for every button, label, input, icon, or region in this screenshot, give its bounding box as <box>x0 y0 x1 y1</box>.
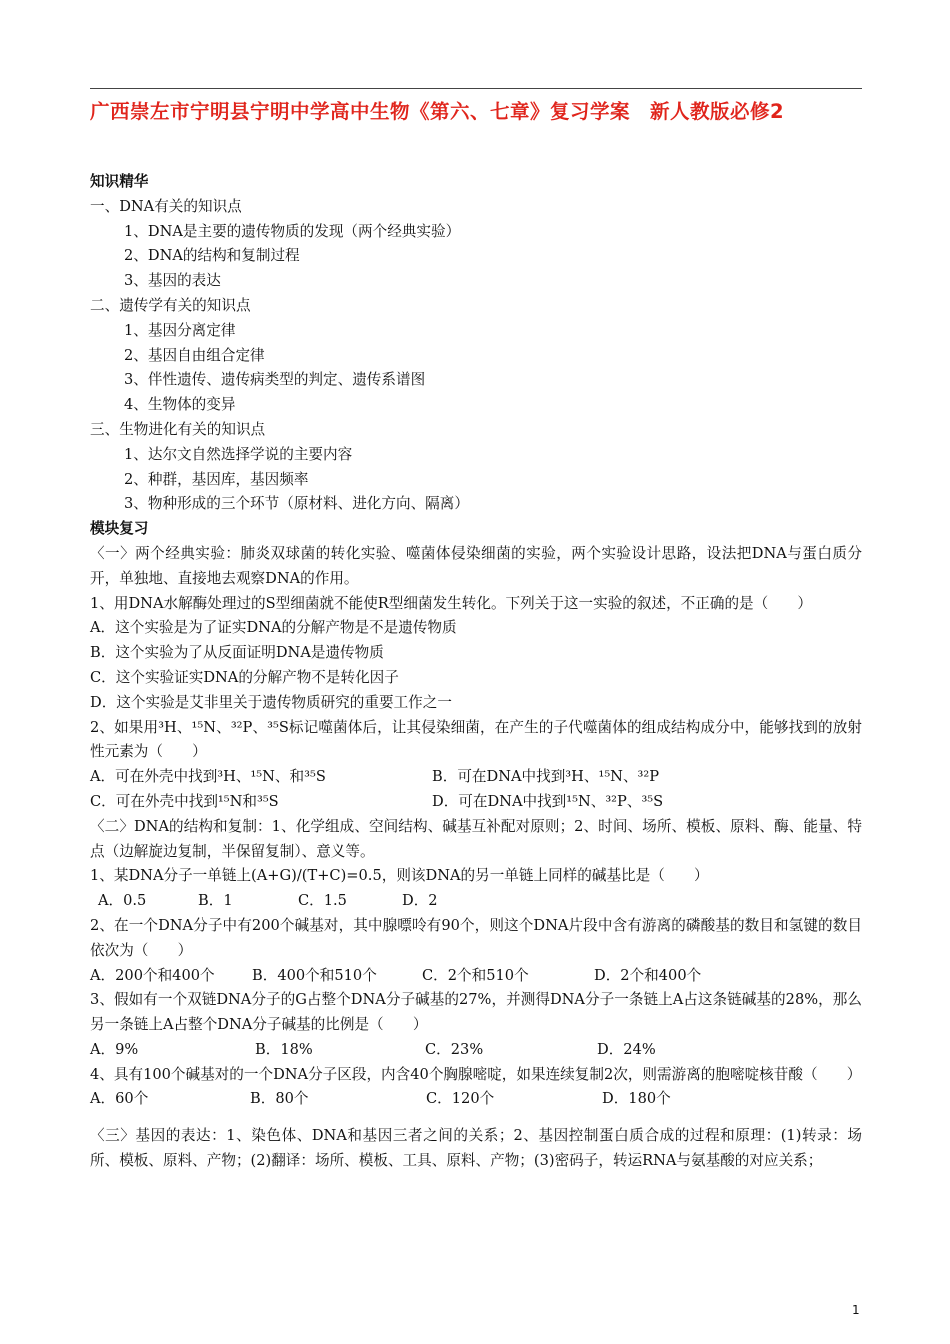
question-option: A．0.5 <box>98 892 147 910</box>
question-option: C．可在外壳中找到¹⁵N和³⁵S <box>90 792 279 810</box>
section-item: 1、基因分离定律 <box>124 321 236 339</box>
question-stem: 4、具有100个碱基对的一个DNA分子区段，内含40个胸腺嘧啶，如果连续复制2次，则需游离的胞嘧啶核苷酸（ ） <box>90 1065 862 1083</box>
section-item: 1、达尔文自然选择学说的主要内容 <box>124 445 353 463</box>
question-option: C．120个 <box>426 1090 495 1108</box>
question-stem: 2、如果用³H、¹⁵N、³²P、³⁵S标记噬菌体后，让其侵染细菌，在产生的子代噬菌体的组成结构成分中，能够找到的放射性元素为（ ） <box>90 718 862 761</box>
question-option: D．可在DNA中找到¹⁵N、³²P、³⁵S <box>432 792 664 810</box>
section-item: 4、生物体的变异 <box>124 396 236 414</box>
review-heading: 模块复习 <box>90 520 149 538</box>
knowledge-heading: 知识精华 <box>90 173 149 190</box>
option-row <box>90 790 862 815</box>
question-option: B．可在DNA中找到³H、¹⁵N、³²P <box>432 768 660 786</box>
question-option: D．这个实验是艾非里关于遗传物质研究的重要工作之一 <box>90 693 452 711</box>
question-stem: 1、某DNA分子一单链上(A+G)/(T+C)=0.5，则该DNA的另一单链上同样的碱基比是（ ） <box>90 867 709 885</box>
section-item: 2、DNA的结构和复制过程 <box>124 247 300 265</box>
question-stem: 1、用DNA水解酶处理过的S型细菌就不能使R型细菌发生转化。下列关于这一实验的叙述，不正确的是（ ） <box>90 594 813 612</box>
question-option: D．24% <box>597 1040 656 1058</box>
section-label: 二、遗传学有关的知识点 <box>90 296 251 314</box>
part3-intro: 〈三〉基因的表达：1、染色体、DNA和基因三者之间的关系；2、基因控制蛋白质合成的过程和原理：(1)转录：场所、模板、原料、产物；(2)翻译：场所、模板、工具、原料、产物；(3)密码子，转运RNA与氨基酸的对应关系； <box>90 1127 862 1170</box>
question-stem: 2、在一个DNA分子中有200个碱基对，其中腺嘌呤有90个，则这个DNA片段中含有游离的磷酸基的数目和氢键的数目依次为（ ） <box>90 916 862 959</box>
page-number: 1 <box>852 1303 860 1317</box>
question-option: D．180个 <box>602 1090 671 1108</box>
section-item: 2、种群，基因库，基因频率 <box>124 470 309 488</box>
question-option: A．这个实验是为了证实DNA的分解产物是不是遗传物质 <box>90 619 457 637</box>
question-option: D．2个和400个 <box>594 966 702 984</box>
question-option: A．60个 <box>90 1090 149 1108</box>
question-option: C．2个和510个 <box>422 966 529 984</box>
document-body <box>90 170 862 1174</box>
question-option: B．80个 <box>250 1090 309 1108</box>
question-option: B．1 <box>198 892 233 910</box>
question-option: A．可在外壳中找到³H、¹⁵N、和³⁵S <box>90 768 326 786</box>
question-option: C．1.5 <box>298 892 347 910</box>
question-option: D．2 <box>402 892 438 910</box>
section-label: 一、DNA有关的知识点 <box>90 197 242 215</box>
question-option: C．23% <box>425 1040 484 1058</box>
question-option: B．18% <box>255 1040 313 1058</box>
section-label: 三、生物进化有关的知识点 <box>90 420 266 438</box>
question-option: C．这个实验证实DNA的分解产物不是转化因子 <box>90 668 399 686</box>
question-option: A．9% <box>90 1040 139 1058</box>
question-option: A．200个和400个 <box>90 966 215 984</box>
section-item: 1、DNA是主要的遗传物质的发现（两个经典实验） <box>124 222 461 240</box>
part2-intro: 〈二〉DNA的结构和复制：1、化学组成、空间结构、碱基互补配对原则；2、时间、场所、模板、原料、酶、能量、特点（边解旋边复制，半保留复制）、意义等。 <box>90 817 862 860</box>
question-stem: 3、假如有一个双链DNA分子的G占整个DNA分子碱基的27%，并测得DNA分子一条链上A占这条链碱基的28%，那么另一条链上A占整个DNA分子碱基的比例是（ ） <box>90 991 862 1034</box>
option-row <box>90 765 862 790</box>
section-item: 3、伴性遗传、遗传病类型的判定、遗传系谱图 <box>124 371 426 389</box>
option-row <box>90 1038 862 1063</box>
document-title: 广西崇左市宁明县宁明中学高中生物《第六、七章》复习学案 新人教版必修2 <box>90 100 785 123</box>
question-option: B．这个实验为了从反面证明DNA是遗传物质 <box>90 644 384 662</box>
option-row <box>90 889 862 914</box>
part1-intro: 〈一〉两个经典实验：肺炎双球菌的转化实验、噬菌体侵染细菌的实验，两个实验设计思路，设法把DNA与蛋白质分开，单独地、直接地去观察DNA的作用。 <box>90 544 862 587</box>
option-row <box>90 964 862 989</box>
option-row <box>90 1087 862 1112</box>
section-item: 3、基因的表达 <box>124 272 221 290</box>
question-option: B．400个和510个 <box>252 966 377 984</box>
header-rule <box>90 88 862 89</box>
section-item: 3、物种形成的三个环节（原材料、进化方向、隔离） <box>124 495 469 513</box>
section-item: 2、基因自由组合定律 <box>124 346 265 364</box>
